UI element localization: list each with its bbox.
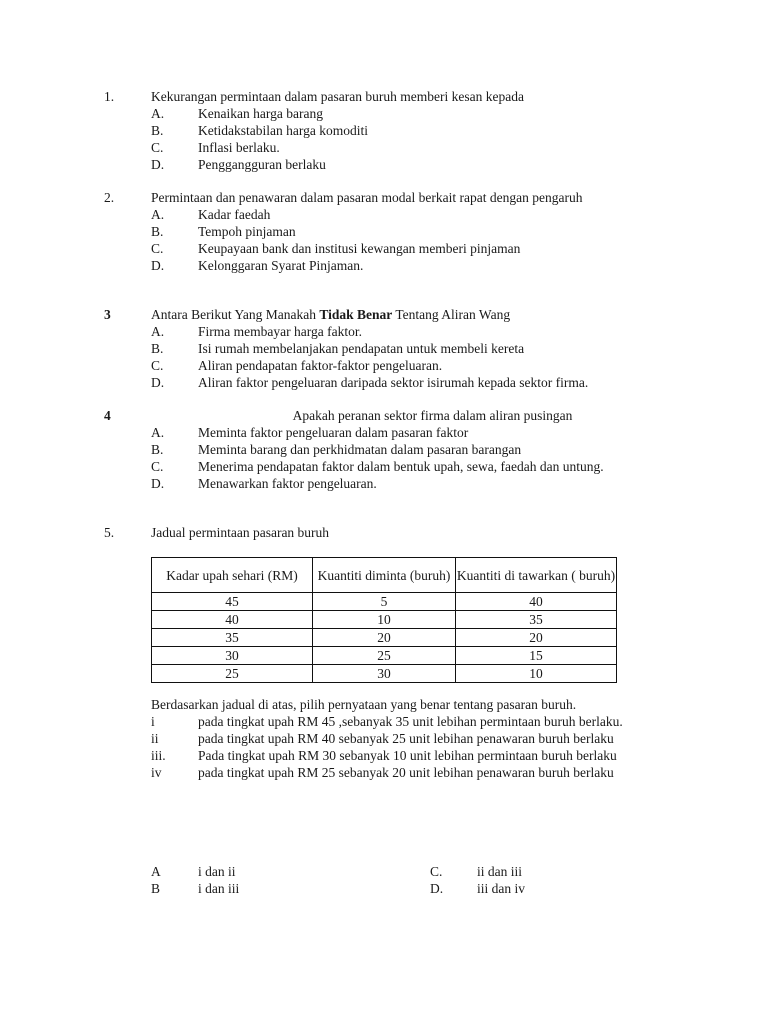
statement-numeral: iv <box>151 765 162 780</box>
question-5-statements <box>151 696 651 781</box>
table-row <box>152 593 617 611</box>
option <box>151 156 664 173</box>
question-stem: Apakah peranan sektor firma dalam aliran pusingan <box>292 408 573 423</box>
question-3 <box>104 306 664 391</box>
table-header-cell: Kuantiti di tawarkan ( buruh) <box>456 558 617 593</box>
answer-letter: A <box>151 864 161 879</box>
option <box>151 357 664 374</box>
option-letter: C. <box>151 358 164 373</box>
option <box>151 441 664 458</box>
table-cell: 30 <box>152 647 313 665</box>
option-letter: D. <box>151 476 165 491</box>
answer-letter: D. <box>430 881 444 896</box>
statement-numeral: i <box>151 714 155 729</box>
table-cell: 30 <box>313 665 456 683</box>
table-header-cell: Kuantiti diminta (buruh) <box>313 558 456 593</box>
question-4 <box>104 407 664 492</box>
option-text: Menerima pendapatan faktor dalam bentuk upah, sewa, faedah dan untung. <box>198 459 604 474</box>
instruction-text: Berdasarkan jadual di atas, pilih pernyataan yang benar tentang pasaran buruh. <box>151 697 577 712</box>
option-text: Ketidakstabilan harga komoditi <box>198 123 368 138</box>
answer-row <box>151 863 571 880</box>
table-cell: 40 <box>456 593 617 611</box>
stem-part: Tentang Aliran Wang <box>392 307 511 322</box>
answer-letter: C. <box>430 864 443 879</box>
option-letter: D. <box>151 157 165 172</box>
statement-text: Pada tingkat upah RM 30 sebanyak 10 unit lebihan permintaan buruh berlaku <box>198 748 617 763</box>
option-letter: A. <box>151 425 165 440</box>
option-letter: C. <box>151 140 164 155</box>
statement-numeral: iii. <box>151 748 166 763</box>
option-text: Aliran faktor pengeluaran daripada sektor isirumah kepada sektor firma. <box>198 375 589 390</box>
answer-text: ii dan iii <box>477 864 522 879</box>
option <box>151 139 664 156</box>
option <box>151 206 664 223</box>
statement-text: pada tingkat upah RM 45 ,sebanyak 35 unit lebihan permintaan buruh berlaku. <box>198 714 623 729</box>
question-number: 3 <box>104 307 111 322</box>
question-stem: Kekurangan permintaan dalam pasaran buruh memberi kesan kepada <box>151 89 524 104</box>
table-header-cell: Kadar upah sehari (RM) <box>152 558 313 593</box>
option-letter: C. <box>151 459 164 474</box>
option-letter: A. <box>151 324 165 339</box>
table-row <box>152 665 617 683</box>
option <box>151 424 664 441</box>
option-text: Kadar faedah <box>198 207 271 222</box>
labor-market-table <box>151 557 617 683</box>
table-cell: 35 <box>456 611 617 629</box>
option <box>151 458 664 475</box>
option-letter: D. <box>151 258 165 273</box>
option-letter: B. <box>151 341 164 356</box>
statement <box>151 730 651 747</box>
option-text: Isi rumah membelanjakan pendapatan untuk membeli kereta <box>198 341 525 356</box>
answer-choices <box>151 863 571 897</box>
option-letter: D. <box>151 375 165 390</box>
table-row <box>152 611 617 629</box>
option-letter: B. <box>151 442 164 457</box>
question-number: 2. <box>104 190 115 205</box>
option-text: Kelonggaran Syarat Pinjaman. <box>198 258 364 273</box>
question-number: 4 <box>104 408 111 423</box>
table-cell: 40 <box>152 611 313 629</box>
statement <box>151 747 651 764</box>
statement-text: pada tingkat upah RM 25 sebanyak 20 unit lebihan penawaran buruh berlaku <box>198 765 614 780</box>
question-stem: Permintaan dan penawaran dalam pasaran modal berkait rapat dengan pengaruh <box>151 190 583 205</box>
option-text: Penggangguran berlaku <box>198 157 326 172</box>
statement <box>151 713 651 730</box>
answer-text: i dan iii <box>198 881 240 896</box>
answer-text: iii dan iv <box>477 881 525 896</box>
table-row <box>152 647 617 665</box>
option-text: Kenaikan harga barang <box>198 106 323 121</box>
question-number: 5. <box>104 525 115 540</box>
stem-part: Antara Berikut Yang Manakah <box>151 307 320 322</box>
option <box>151 340 664 357</box>
table-cell: 5 <box>313 593 456 611</box>
option <box>151 122 664 139</box>
option-text: Meminta barang dan perkhidmatan dalam pasaran barangan <box>198 442 522 457</box>
option-text: Tempoh pinjaman <box>198 224 296 239</box>
table-cell: 20 <box>313 629 456 647</box>
option <box>151 475 664 492</box>
statement-text: pada tingkat upah RM 40 sebanyak 25 unit lebihan penawaran buruh berlaku <box>198 731 614 746</box>
option-letter: A. <box>151 106 165 121</box>
option-letter: B. <box>151 123 164 138</box>
option-text: Inflasi berlaku. <box>198 140 280 155</box>
option-letter: A. <box>151 207 165 222</box>
stem-emphasis: Tidak Benar <box>319 307 393 322</box>
option <box>151 257 664 274</box>
question-stem <box>151 306 664 323</box>
table-cell: 20 <box>456 629 617 647</box>
answer-text: i dan ii <box>198 864 236 879</box>
table-cell: 25 <box>152 665 313 683</box>
option <box>151 374 664 391</box>
option-text: Aliran pendapatan faktor-faktor pengeluaran. <box>198 358 443 373</box>
table-cell: 10 <box>313 611 456 629</box>
option-text: Firma membayar harga faktor. <box>198 324 362 339</box>
answer-row <box>151 880 571 897</box>
answer-letter: B <box>151 881 161 896</box>
statement-numeral: ii <box>151 731 159 746</box>
question-2 <box>104 189 664 274</box>
statement <box>151 764 651 781</box>
option <box>151 223 664 240</box>
option <box>151 240 664 257</box>
option-letter: B. <box>151 224 164 239</box>
option <box>151 105 664 122</box>
option <box>151 323 664 340</box>
table-cell: 10 <box>456 665 617 683</box>
option-text: Keupayaan bank dan institusi kewangan memberi pinjaman <box>198 241 521 256</box>
table-cell: 35 <box>152 629 313 647</box>
table-row <box>152 629 617 647</box>
option-letter: C. <box>151 241 164 256</box>
option-text: Meminta faktor pengeluaran dalam pasaran faktor <box>198 425 469 440</box>
question-5 <box>104 524 664 541</box>
option-text: Menawarkan faktor pengeluaran. <box>198 476 377 491</box>
table-cell: 15 <box>456 647 617 665</box>
question-number: 1. <box>104 89 115 104</box>
table-header-row <box>152 558 617 593</box>
table-cell: 45 <box>152 593 313 611</box>
question-1 <box>104 88 664 173</box>
question-stem: Jadual permintaan pasaran buruh <box>151 525 330 540</box>
table-cell: 25 <box>313 647 456 665</box>
